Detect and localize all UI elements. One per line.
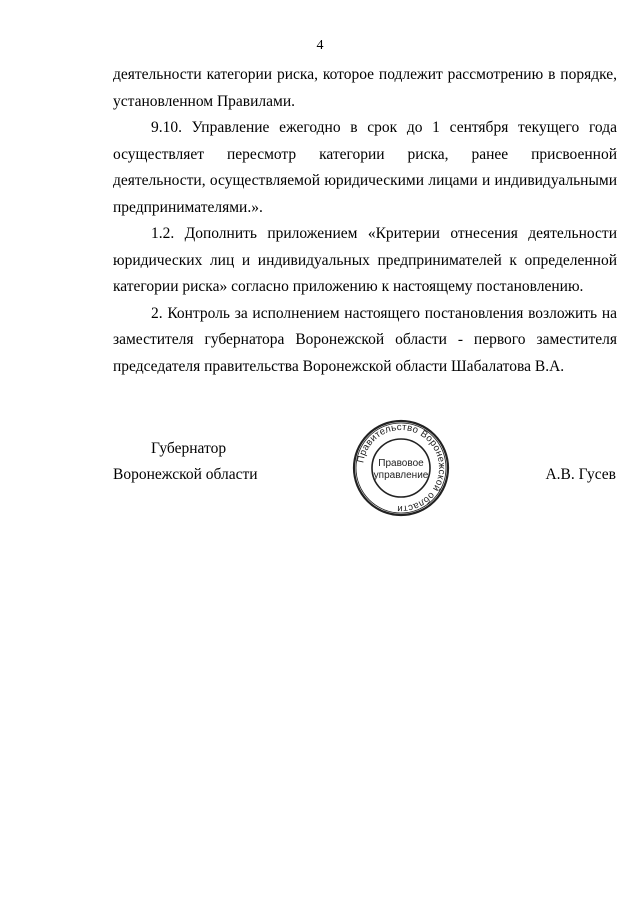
- document-body: [113, 62, 617, 380]
- page-number: 4: [316, 38, 324, 53]
- paragraph-1-2: 1.2. Дополнить приложением «Критерии отнесения деятельности юридических лиц и индивидуальных предпринимателей к определенной категории риска» согласно приложению к настоящему постановлению.: [113, 225, 617, 295]
- stamp-outer-text: Правительство Воронежской области: [355, 421, 448, 515]
- official-stamp: [351, 418, 451, 518]
- paragraph-9-10: 9.10. Управление ежегодно в срок до 1 сентября текущего года осуществляет пересмотр категории риска, ранее присвоенной деятельности, осуществляемой юридическими лицами и индивидуальными предпринимателями.».: [113, 119, 617, 216]
- signatory-title-line1: Губернатор: [151, 440, 227, 457]
- signatory-name: А.В. Гусев: [545, 466, 616, 483]
- paragraph-2: 2. Контроль за исполнением настоящего постановления возложить на заместителя губернатора Воронежской области - первого заместителя председателя правительства Воронежской области Шабалатова В.А.: [113, 304, 617, 375]
- stamp-seal-icon: [351, 418, 451, 518]
- stamp-inner-line2: управление: [373, 470, 429, 481]
- signatory-position: [113, 436, 258, 488]
- stamp-inner-line1: Правовое: [378, 458, 424, 469]
- paragraph-continuation: деятельности категории риска, которое подлежит рассмотрению в порядке, установленном Правилами.: [113, 66, 617, 110]
- signatory-title-line2: Воронежской области: [113, 466, 258, 483]
